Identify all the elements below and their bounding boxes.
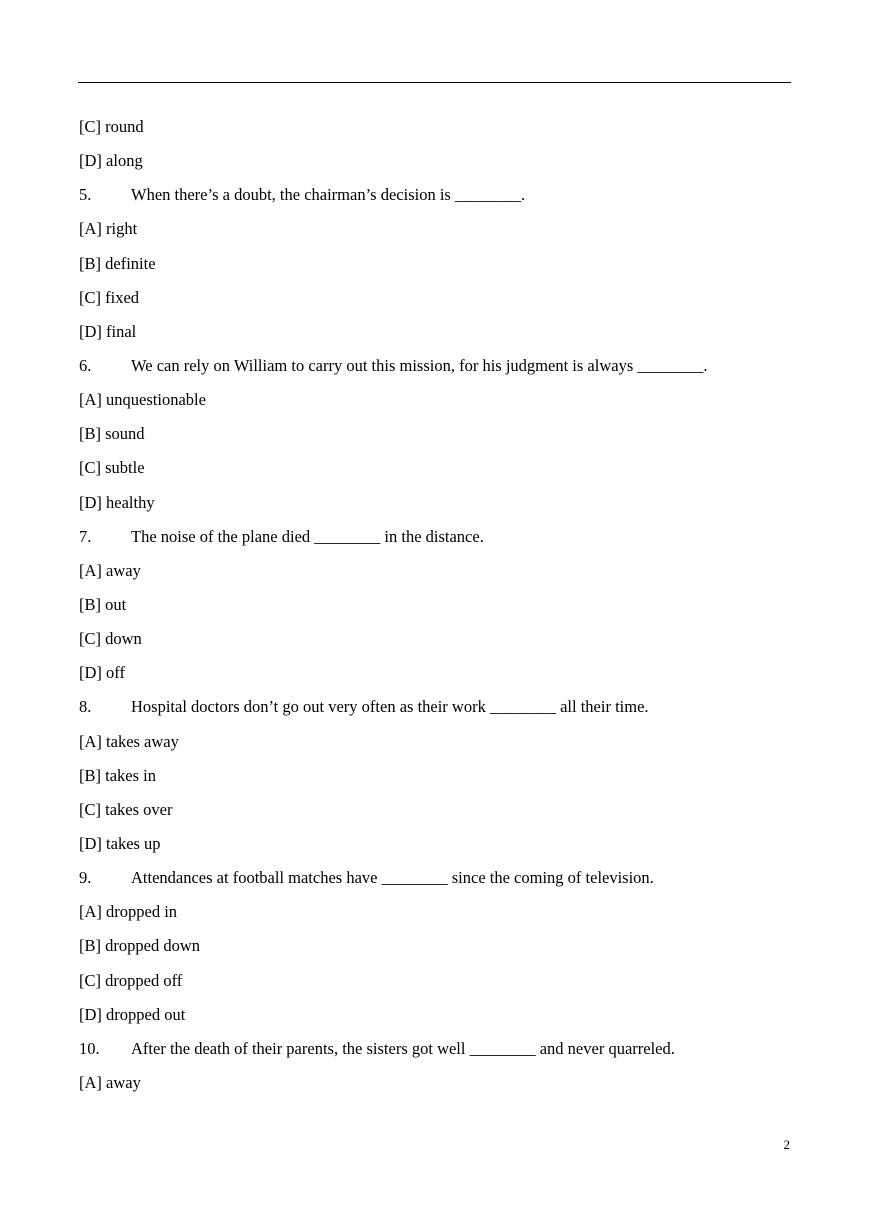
answer-option: [A] takes away: [79, 731, 179, 751]
answer-option: [D] healthy: [79, 492, 155, 512]
header-rule: [78, 82, 791, 83]
answer-option: [D] along: [79, 151, 143, 171]
answer-option: [B] definite: [79, 253, 156, 273]
question-text: Attendances at football matches have ________ since the coming of television.: [131, 868, 654, 888]
answer-option: [B] takes in: [79, 765, 156, 785]
question-line: [79, 1035, 791, 1069]
answer-option: [B] out: [79, 594, 127, 614]
answer-option: [D] final: [79, 321, 137, 341]
answer-option: [A] unquestionable: [79, 390, 206, 410]
answer-option: [C] subtle: [79, 458, 145, 478]
document-body: [79, 113, 791, 1103]
question-text: We can rely on William to carry out this mission, for his judgment is always ________.: [131, 355, 708, 375]
answer-option: [A] away: [79, 1072, 141, 1092]
answer-option: [C] fixed: [79, 287, 140, 307]
question-line: [79, 864, 791, 898]
question-line: [79, 523, 791, 557]
question-number: 7.: [79, 526, 92, 546]
question-line: [79, 181, 791, 215]
question-number: 6.: [79, 355, 92, 375]
answer-option: [C] takes over: [79, 799, 173, 819]
answer-option: [A] dropped in: [79, 902, 178, 922]
answer-option: [B] dropped down: [79, 936, 200, 956]
answer-option: [D] takes up: [79, 833, 161, 853]
answer-option: [D] off: [79, 663, 125, 683]
question-line: [79, 352, 791, 386]
page-number: 2: [783, 1137, 790, 1152]
question-text: After the death of their parents, the sisters got well ________ and never quarreled.: [131, 1038, 675, 1058]
answer-option: [B] sound: [79, 424, 145, 444]
question-text: Hospital doctors don’t go out very often as their work ________ all their time.: [131, 697, 649, 717]
question-text: When there’s a doubt, the chairman’s decision is ________.: [131, 185, 526, 205]
answer-option: [A] right: [79, 219, 138, 239]
question-line: [79, 693, 791, 727]
question-number: 5.: [79, 185, 92, 205]
answer-option: [D] dropped out: [79, 1004, 186, 1024]
answer-option: [C] round: [79, 117, 144, 136]
question-number: 8.: [79, 697, 92, 717]
answer-option: [C] down: [79, 629, 142, 649]
question-number: 10.: [79, 1038, 100, 1058]
answer-option: [C] dropped off: [79, 970, 183, 990]
question-text: The noise of the plane died ________ in the distance.: [131, 526, 484, 546]
question-number: 9.: [79, 868, 92, 888]
answer-option: [A] away: [79, 560, 141, 580]
